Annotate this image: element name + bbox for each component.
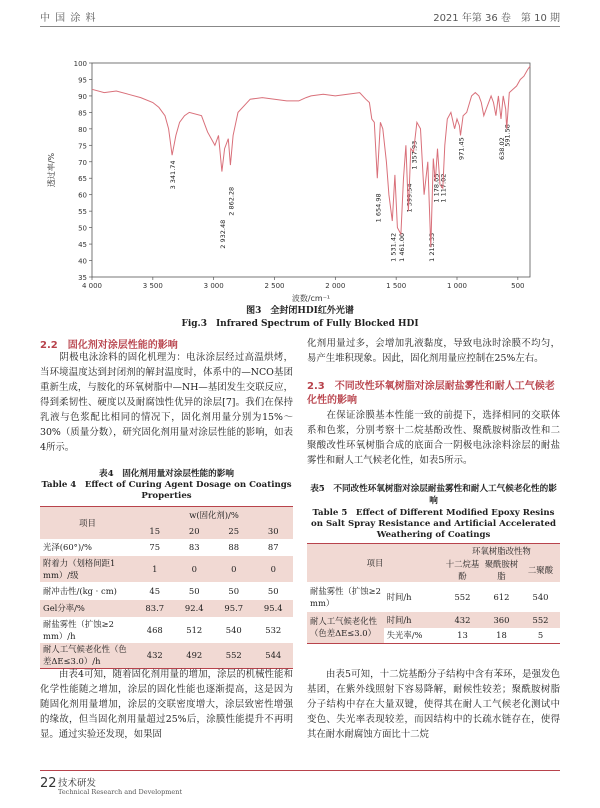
table-row: 失光率/% 13 18 5 <box>307 628 560 644</box>
table4-col-item: 项目 <box>79 517 96 528</box>
table4-title-cn: 表4 固化剂用量对涂层性能的影响 <box>99 469 234 479</box>
section-2-3-title: 2.3 不同改性环氧树脂对涂层耐盐雾性和耐人工气候老化性的影响 <box>307 381 555 406</box>
peak-label: 1 178.05 <box>432 173 441 203</box>
y-tick-label: 65 <box>78 175 87 184</box>
y-tick-label: 100 <box>73 60 87 68</box>
bottom-left-paragraph: 由表4可知，随着固化剂用量的增加，涂层的机械性能和化学性能随之增加，涂层的固化性能也逐渐提高，这是因为随固化剂用量增加，涂层的交联密度增大，涂层致密性增强的缘故，但当固化剂用量超过25%后，涂膜性能提升不再明显。通过实验还发现，如果固 <box>40 669 293 740</box>
x-tick-label: 500 <box>511 282 525 290</box>
x-tick-label: 4 000 <box>81 282 103 290</box>
table-row: 耐人工气候老化性（色差ΔE≤3.0）/h 432 492 552 544 <box>40 643 293 669</box>
x-axis-label: 波数/cm⁻¹ <box>291 294 331 303</box>
footer-section-cn: 技术研发 <box>58 778 97 789</box>
figure-caption-cn: 图3 全封闭HDI红外光谱 <box>246 306 354 316</box>
peak-label: 3 341.74 <box>169 160 178 190</box>
table5-col-dodecylphenol: 十二烷基酚 <box>445 558 480 581</box>
peak-label: 1 399.54 <box>405 183 414 213</box>
figure-caption-en: Fig.3 Infrared Spectrum of Fully Blocked HDI <box>181 319 419 329</box>
table-row: 附着力（划格间距1 mm）/级 1 0 0 0 <box>40 556 293 582</box>
table5-col-item: 项目 <box>366 557 384 568</box>
table4-title-en: Table 4 Effect of Curing Agent Dosage on Coatings Properties <box>41 480 292 501</box>
ir-spectrum-chart <box>40 55 560 305</box>
y-tick-label: 55 <box>78 208 87 217</box>
y-tick-label: 45 <box>78 241 87 250</box>
y-axis-label: 透过率/% <box>47 152 56 188</box>
table-row: 耐盐雾性（扩蚀≥2 mm）/h 468 512 540 532 <box>43 618 282 641</box>
y-tick-label: 50 <box>78 224 87 233</box>
y-tick-label: 95 <box>78 76 87 85</box>
right-top-paragraph: 化剂用量过多，会增加乳液黏度，导致电泳时涂膜不均匀，易产生堆积现象。因此，固化剂用量应控制在25%左右。 <box>307 338 560 364</box>
table-row: 耐冲击性/(kg · cm) 45 50 50 50 <box>43 585 279 596</box>
section-2-2-paragraph: 阴极电泳涂料的固化机理为：电泳涂层经过高温烘烤，当环境温度达到封闭剂的解封温度时，体系中的—NCO基团重新生成，与胺化的环氧树脂中—NH—基团发生交联反应，得到柔韧性、硬度以及耐腐蚀性优异的涂层[7]。我们在保持乳液与色浆配比相同的情况下，固化剂用量分别为15%～30%（质量分数），研究固化剂用量对涂层性能的影响，如表4所示。 <box>40 352 293 453</box>
x-tick-label: 2 500 <box>264 282 285 290</box>
table5-title-cn: 表5 不同改性环氧树脂对涂层耐盐雾性和耐人工气候老化性的影响 <box>310 484 557 506</box>
peak-label: 1 654.98 <box>374 193 383 223</box>
table4-col-25: 25 <box>228 525 240 536</box>
header-rule <box>40 26 560 27</box>
table4-col-group: w(固化剂)/% <box>189 509 239 520</box>
y-tick-label: 40 <box>78 257 87 266</box>
peak-label: 971.45 <box>457 137 466 160</box>
peak-label: 2 932.48 <box>218 219 227 249</box>
table5-col-dimer-acid: 二聚酸 <box>527 564 554 575</box>
y-tick-label: 90 <box>78 92 87 101</box>
bottom-right-paragraph: 由表5可知，十二烷基酚分子结构中含有苯环，是强发色基团，在紫外线照射下容易降解，耐候性较差；聚酰胺树脂分子结构中存在大量双键，使得其在耐人工气候老化测试中变色、失光率表现较差，而因结构中的长疏水链存在，使得其在耐水耐腐蚀方面比十二烷 <box>307 669 560 740</box>
x-tick-label: 2 000 <box>325 282 346 290</box>
issue-info: 2021 年第 36 卷 第 10 期 <box>433 13 560 24</box>
peak-label: 1 117.02 <box>439 173 448 203</box>
y-tick-label: 35 <box>78 274 87 282</box>
table5 <box>307 543 560 644</box>
y-tick-label: 85 <box>78 109 87 118</box>
table-row: 耐人工气候老化性（色差ΔE≤3.0） 时间/h 432 360 552 <box>307 612 560 628</box>
y-tick-label: 75 <box>78 142 87 151</box>
table5-title-en: Table 5 Effect of Different Modified Epoxy Resins on Salt Spray Resistance and Artificial Accelerated Weathering of Coatings <box>311 508 556 540</box>
y-tick-label: 70 <box>78 158 87 167</box>
x-tick-label: 3 500 <box>142 282 163 290</box>
table4-col-15: 15 <box>149 525 161 536</box>
table-row: Gel分率/% 83.7 92.4 95.7 95.4 <box>40 600 293 617</box>
peak-label: 591.58 <box>503 124 512 147</box>
section-2-2-title: 2.2 固化剂对涂层性能的影响 <box>40 340 178 351</box>
x-tick-label: 3 000 <box>203 282 224 290</box>
section-2-3-paragraph: 在保证涂膜基本性能一致的前提下，选择相同的交联体系和色浆，分别考察十二烷基酚改性、聚酰胺树脂改性和二聚酸改性环氧树脂合成的底面合一阴极电泳涂料涂层的耐盐雾性和耐人工气候老化性，如表5所示。 <box>307 410 560 466</box>
x-tick-label: 1 000 <box>446 282 468 290</box>
page-number: 22 <box>40 776 57 791</box>
table5-col-polyamide: 聚酰胺树脂 <box>484 558 519 581</box>
y-tick-label: 80 <box>78 125 87 134</box>
peak-label: 2 862.28 <box>227 186 236 216</box>
peak-label: 1 531.42 <box>389 232 398 262</box>
table5-col-group: 环氧树脂改性物 <box>472 545 531 556</box>
peak-label: 638.02 <box>498 137 507 160</box>
peak-label: 1 357.93 <box>410 140 419 170</box>
x-tick-label: 1 500 <box>386 282 407 290</box>
table4 <box>40 506 293 669</box>
y-tick-label: 60 <box>78 191 87 200</box>
table-row: 耐盐雾性（扩蚀≥2 mm） 时间/h 552 612 540 <box>310 585 549 608</box>
peak-label: 1 461.00 <box>397 232 406 262</box>
plot-frame <box>92 63 530 277</box>
journal-name: 中 国 涂 料 <box>40 13 97 24</box>
table-row: 光泽(60°)/% 75 83 88 87 <box>43 542 279 552</box>
footer-rule <box>40 770 560 771</box>
footer-section-en: Technical Research and Development <box>58 788 183 796</box>
peak-label: 1 215.35 <box>427 232 436 262</box>
table4-col-20: 20 <box>188 525 200 536</box>
table4-col-30: 30 <box>267 525 279 536</box>
